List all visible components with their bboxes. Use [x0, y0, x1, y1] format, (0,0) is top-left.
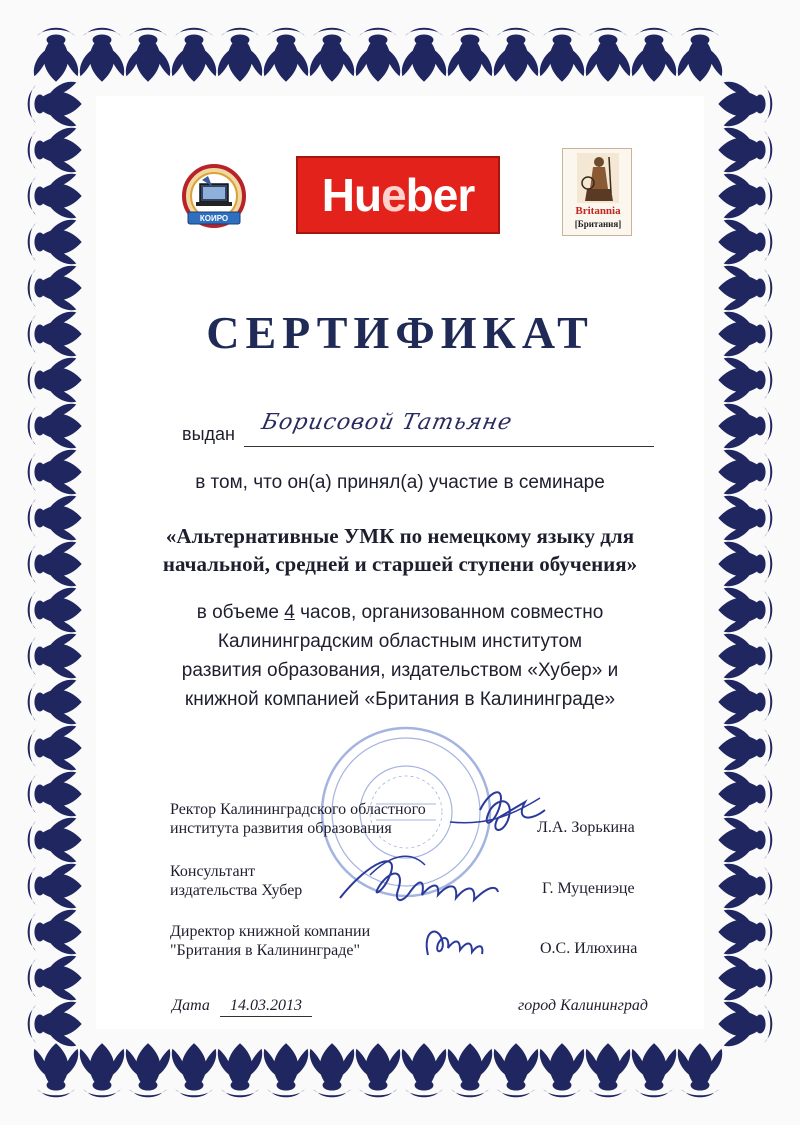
koiro-logo [178, 162, 250, 234]
britannia-figure-icon [577, 153, 619, 203]
rector-title [170, 800, 426, 838]
issued-underline [244, 446, 654, 447]
consultant-title-line-1: Консультант [170, 863, 256, 880]
director-title-line-2: "Британия в Калининграде" [170, 942, 360, 959]
consultant-name: Г. Муцениэце [542, 880, 635, 897]
description-line-3: развития образования, издательством «Хубер» и [181, 660, 619, 681]
certificate-title: СЕРТИФИКАТ [206, 307, 594, 358]
britannia-logo [562, 148, 632, 236]
seminar-title-line-2: начальной, средней и старшей ступени обучения» [162, 552, 638, 576]
issued-label: выдан [182, 424, 235, 444]
consultant-signature [340, 861, 498, 900]
date-value: 14.03.2013 [220, 997, 312, 1017]
date-label: Дата [172, 997, 210, 1014]
director-signature [427, 932, 483, 955]
seminar-title-line-1: «Альтернативные УМК по немецкому языку для [165, 524, 635, 548]
director-name: О.С. Илюхина [540, 940, 638, 957]
director-title-line-1: Директор книжной компании [170, 923, 371, 940]
description-line-4: книжной компанией «Британия в Калининграде» [184, 689, 616, 710]
seminar-title [0, 522, 800, 578]
hueber-logo-text: Hueber [321, 169, 475, 221]
description-line-2: Калининградским областным институтом [217, 631, 583, 652]
seminar-description [0, 598, 800, 714]
rector-signature [480, 792, 545, 830]
britannia-rus-name: [Британия] [574, 219, 622, 229]
hueber-logo [296, 156, 500, 234]
consultant-title [170, 862, 302, 900]
participation-text: в том, что он(а) принял(а) участие в семинаре [195, 472, 605, 493]
recipient-name: Борисовой Татьяне [259, 410, 515, 435]
koiro-logo-text: КОИРО [199, 214, 229, 223]
britannia-name: Britannia [575, 205, 621, 217]
rector-name: Л.А. Зорькина [537, 819, 635, 836]
city-label: город Калининград [518, 997, 648, 1014]
hours-value: 4 [284, 602, 295, 623]
director-title [170, 922, 370, 960]
rector-title-line-1: Ректор Калининградского областного [170, 801, 426, 818]
rector-title-line-2: института развития образования [170, 820, 392, 837]
hours-line: в объеме 4 часов, организованном совместно [196, 602, 604, 623]
consultant-title-line-2: издательства Хубер [170, 882, 303, 899]
